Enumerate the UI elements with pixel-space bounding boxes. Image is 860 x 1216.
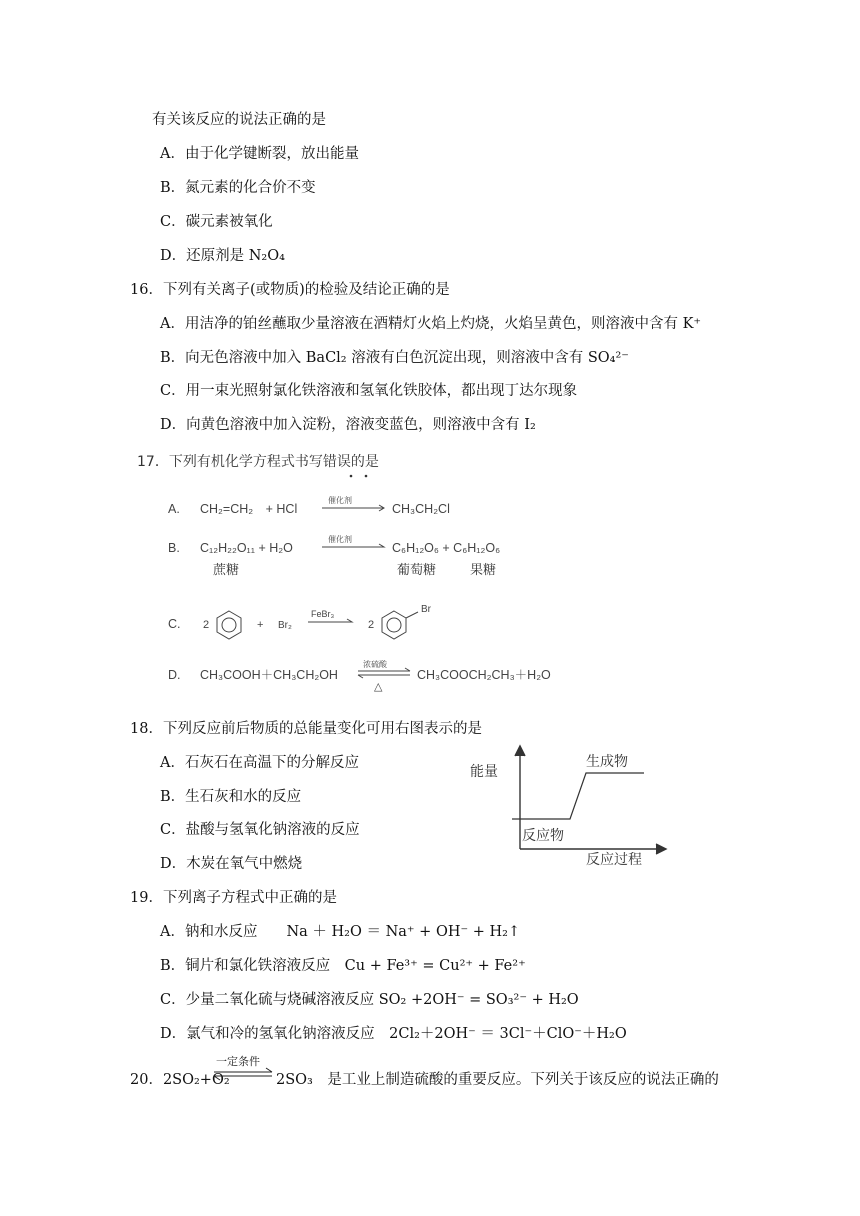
q19-stem: 19．下列离子方程式中正确的是	[130, 890, 337, 906]
q17-stem: 17．下列有机化学方程式书写错误的是	[137, 454, 379, 470]
q17-c-label: C.	[168, 617, 181, 631]
q16-option-b: B．向无色溶液中加入 BaCl₂ 溶液有白色沉淀出现，则溶液中含有 SO₄²⁻	[160, 350, 629, 366]
q15-option-c: C．碳元素被氧化	[160, 214, 273, 230]
q17-c-br2: Br₂	[278, 620, 292, 631]
q18-stem: 18．下列反应前后物质的总能量变化可用右图表示的是	[130, 721, 482, 737]
q17-b-fructose: 果糖	[470, 562, 497, 577]
q18-option-d: D．木炭在氧气中燃烧	[160, 856, 303, 872]
q15-option-b: B．氮元素的化合价不变	[160, 180, 316, 196]
q18-option-a: A．石灰石在高温下的分解反应	[160, 755, 359, 771]
energy-diagram	[460, 740, 680, 870]
q17-a-label: A.	[168, 502, 180, 516]
q16-option-c: C．用一束光照射氯化铁溶液和氢氧化铁胶体，都出现丁达尔现象	[160, 383, 578, 399]
q19-option-c: C．少量二氧化硫与烧碱溶液反应 SO₂ +2OH⁻ = SO₃²⁻ + H₂O	[160, 992, 579, 1008]
q19-option-b: B．铜片和氯化铁溶液反应 Cu + Fe³⁺ = Cu²⁺ + Fe²⁺	[160, 958, 526, 974]
q19-option-d: D．氯气和冷的氢氧化钠溶液反应 2Cl₂＋2OH⁻ ＝ 3Cl⁻＋ClO⁻＋H₂O	[160, 1026, 627, 1042]
diagram-xlabel: 反应过程	[586, 851, 642, 867]
q17-c-br: Br	[421, 604, 431, 615]
q17-a-left: CH₂=CH₂ + HCl	[200, 502, 298, 516]
q15-stem: 有关该反应的说法正确的是	[152, 112, 326, 128]
diagram-reactant: 反应物	[522, 827, 564, 843]
q18-option-c: C．盐酸与氢氧化钠溶液的反应	[160, 822, 360, 838]
q17-b-sucrose: 蔗糖	[213, 562, 240, 577]
q17-b-glucose: 葡萄糖	[397, 562, 437, 577]
q20-condition: 一定条件	[216, 1056, 260, 1068]
q17-b-left: C₁₂H₂₂O₁₁ + H₂O	[200, 541, 293, 555]
q17-a-condition: 催化剂	[328, 496, 352, 505]
q16-stem: 16．下列有关离子(或物质)的检验及结论正确的是	[130, 282, 450, 298]
q17-d-condition-bottom: △	[374, 681, 383, 693]
q17-b-label: B.	[168, 541, 180, 555]
q18-option-b: B．生石灰和水的反应	[160, 789, 302, 805]
q17-d-left: CH₃COOH＋CH₃CH₂OH	[200, 668, 338, 682]
q15-option-d: D．还原剂是 N₂O₄	[160, 248, 285, 264]
diagram-ylabel: 能量	[470, 763, 498, 779]
q17-c-plus: +	[257, 619, 264, 631]
q17-d-condition-top: 浓硫酸	[363, 660, 387, 669]
q17-b-right: C₆H₁₂O₆ + C₆H₁₂O₆	[392, 541, 501, 555]
q20-right: 2SO₃ 是工业上制造硫酸的重要反应。下列关于该反应的说法正确的	[276, 1072, 719, 1088]
q17-c-coef1: 2	[203, 619, 210, 631]
q20-left: 20．2SO₂+O₂	[130, 1072, 230, 1088]
q20-arrow	[210, 1052, 280, 1086]
q19-option-a: A．钠和水反应 Na ＋ H₂O ＝ Na⁺ + OH⁻ + H₂↑	[160, 924, 521, 940]
diagram-product: 生成物	[586, 753, 628, 769]
q17-d-label: D.	[168, 668, 181, 682]
q17-c-condition: FeBr₃	[311, 609, 335, 619]
q16-option-d: D．向黄色溶液中加入淀粉，溶液变蓝色，则溶液中含有 I₂	[160, 417, 536, 433]
q17-d-right: CH₃COOCH₂CH₃＋H₂O	[417, 668, 551, 682]
q16-option-a: A．用洁净的铂丝蘸取少量溶液在酒精灯火焰上灼烧，火焰呈黄色，则溶液中含有 K⁺	[160, 316, 702, 332]
energy-curve	[512, 773, 644, 819]
q17-b-condition: 催化剂	[328, 535, 352, 544]
q15-option-a: A．由于化学键断裂，放出能量	[160, 146, 359, 162]
q17-c-coef2: 2	[368, 619, 375, 631]
q17-a-right: CH₃CH₂Cl	[392, 502, 450, 516]
